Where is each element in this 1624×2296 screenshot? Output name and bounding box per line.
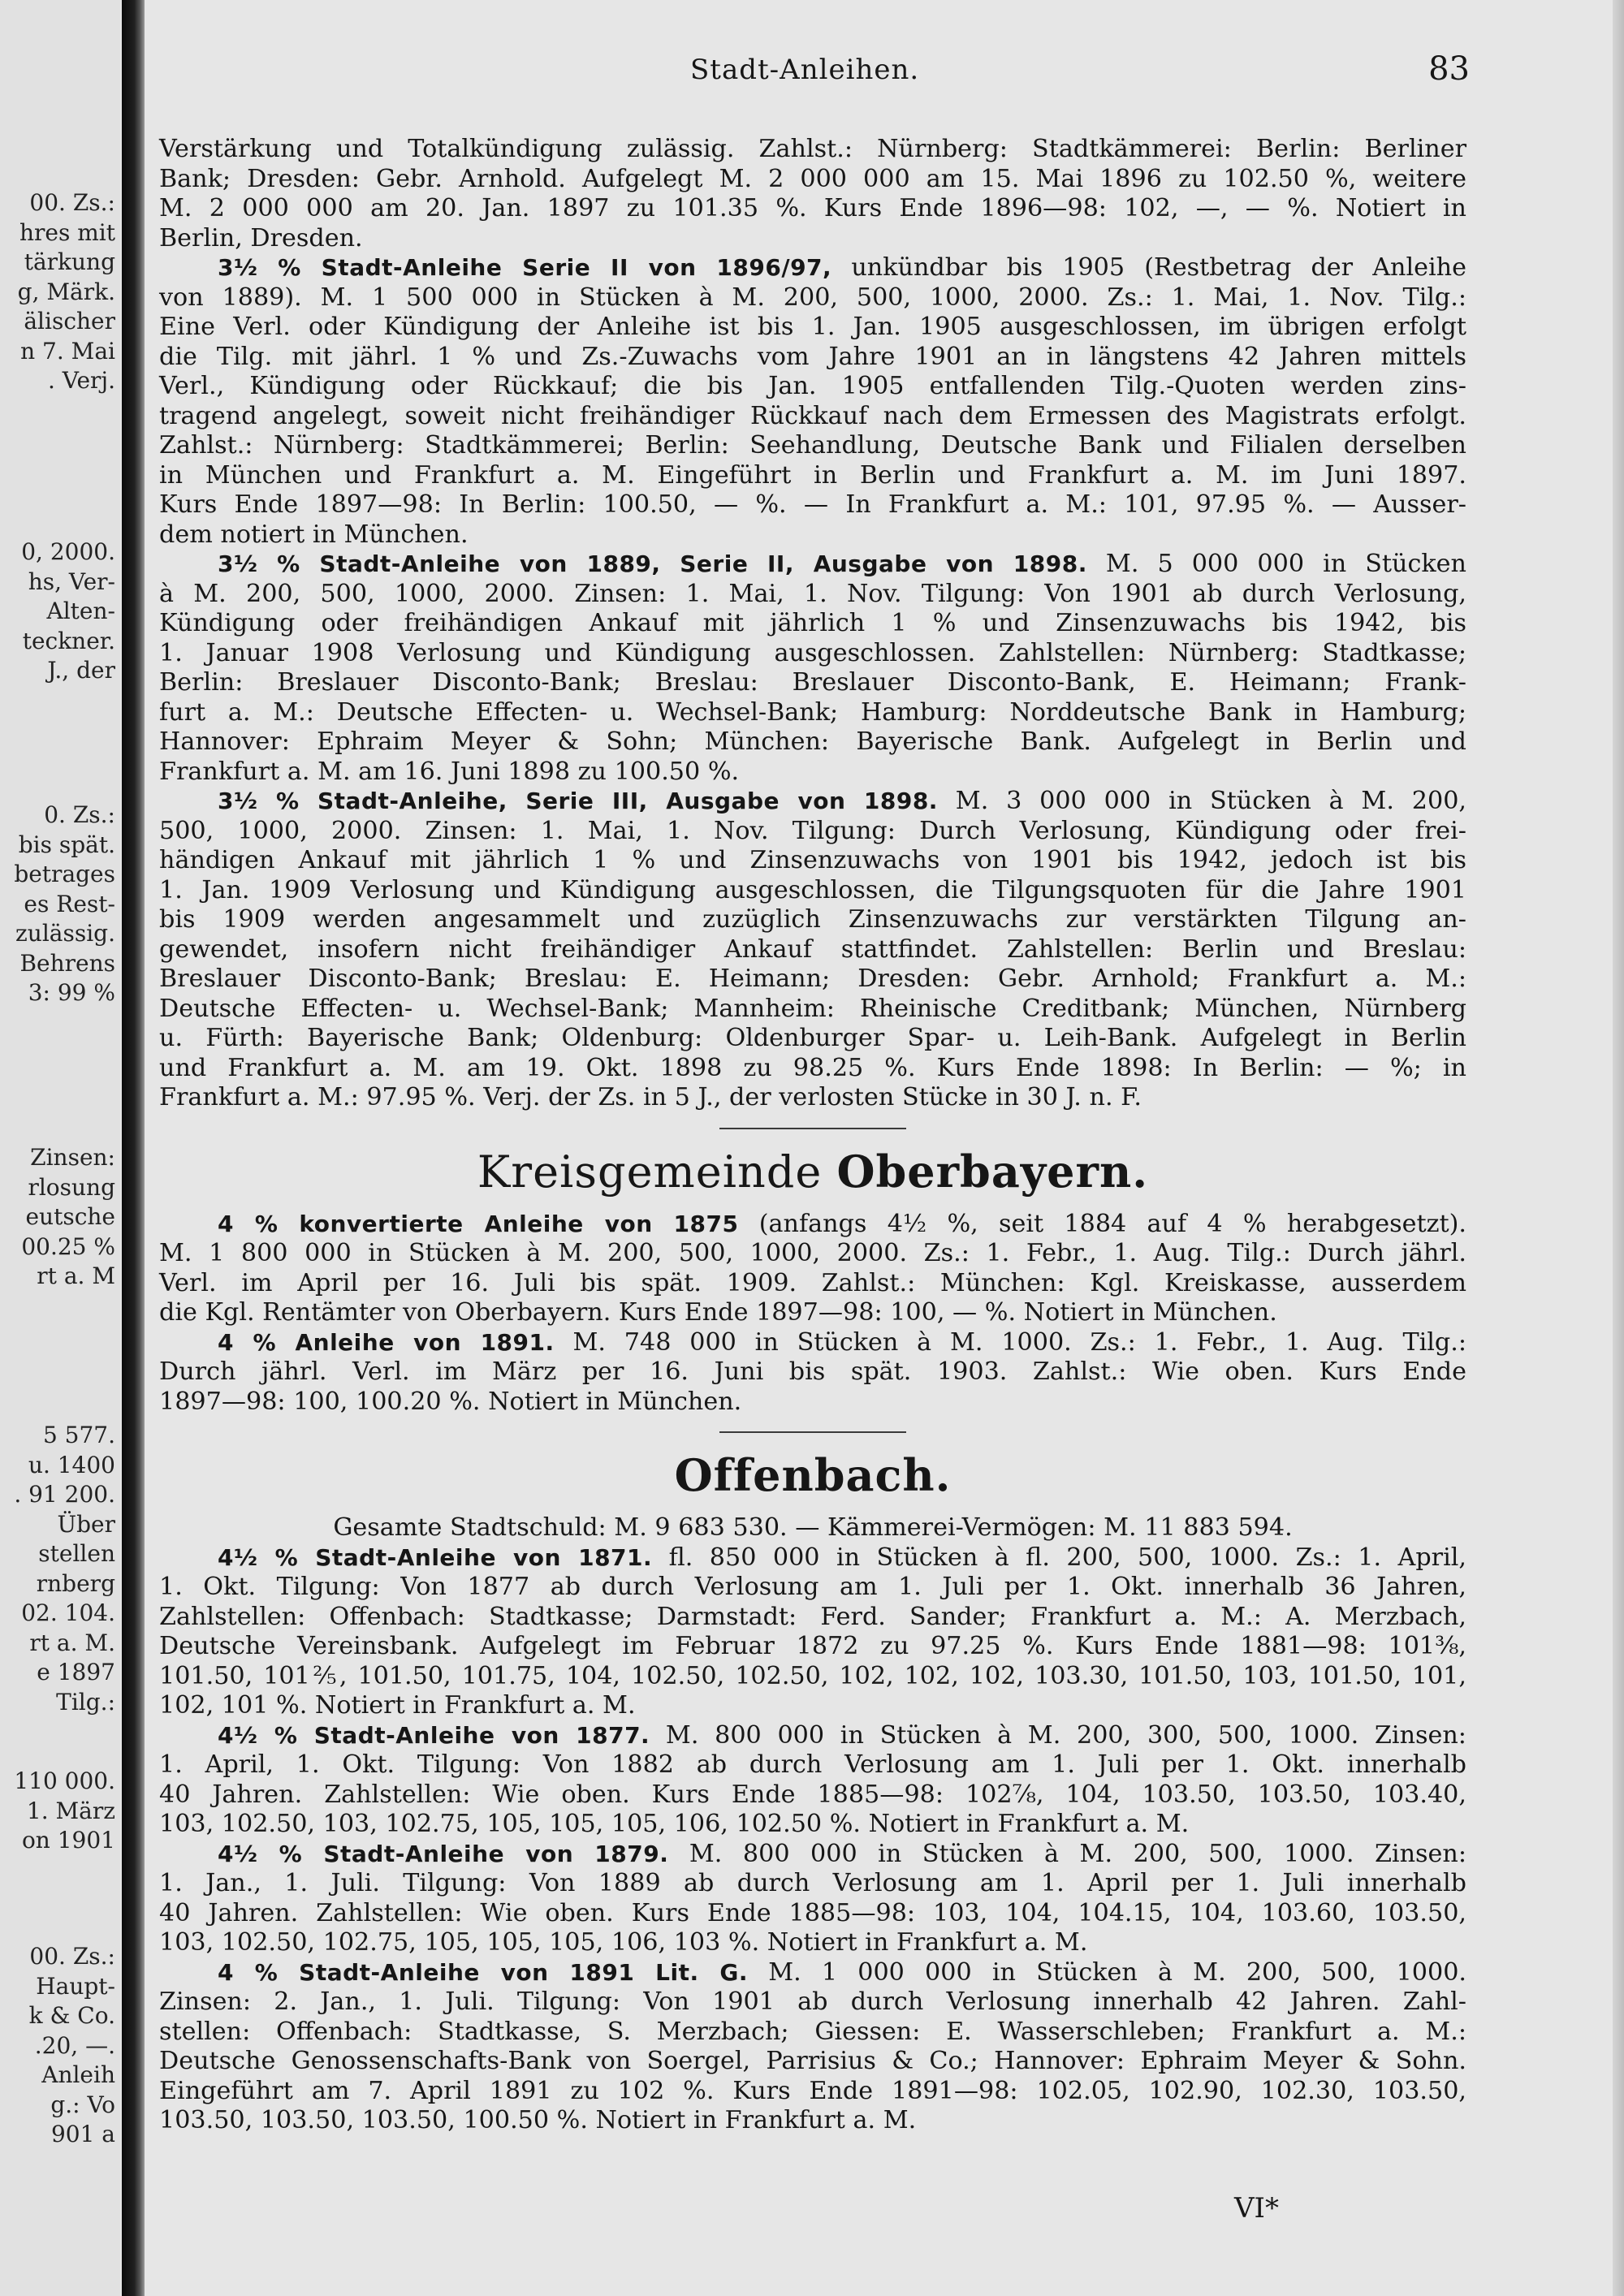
page-number: 83 bbox=[1428, 50, 1470, 88]
text-line: M. 748 000 in Stücken à M. 1000. Zs.: 1. Febr., 1. Aug. Tilg.: bbox=[572, 1327, 1466, 1357]
text-line: stellen: Offenbach: Stadtkasse, S. Merzbach; Giessen: E. Wasserschleben; Frankfurt a. M.: bbox=[159, 2017, 1466, 2046]
text-line: Frankfurt a. M.: 97.95 %. Verj. der Zs. in 5 J., der verlosten Stücke in 30 J. n. F. bbox=[159, 1083, 1142, 1111]
offenbach-loan-1891 bbox=[159, 1958, 1466, 2136]
margin-fragment: hs, Ver- bbox=[28, 568, 115, 595]
margin-fragment: Haupt- bbox=[36, 1972, 115, 2000]
loan-title-line bbox=[159, 253, 1466, 283]
loan-title: 3½ % Stadt-Anleihe Serie II von 1896/97, bbox=[218, 254, 832, 281]
loan-title: 3½ % Stadt-Anleihe von 1889, Serie II, Ausgabe von 1898. bbox=[218, 550, 1087, 577]
margin-fragment: hres mit bbox=[19, 218, 115, 246]
text-line: Verl. im April per 16. Juli bis spät. 1909. Zahlst.: München: Kgl. Kreiskasse, ausserdem bbox=[159, 1268, 1466, 1297]
margin-fragment: 3: 99 % bbox=[28, 979, 115, 1006]
margin-fragment: on 1901 bbox=[21, 1827, 115, 1854]
oberbayern-loan-1875 bbox=[159, 1210, 1466, 1328]
signature-mark: VI* bbox=[1234, 2192, 1279, 2225]
margin-fragment: 5 577. bbox=[42, 1422, 115, 1448]
loan-1898-serie-2 bbox=[159, 550, 1466, 787]
loan-title: 4 % Anleihe von 1891. bbox=[218, 1328, 555, 1356]
text-line: Kündigung oder freihändigen Ankauf mit jährlich 1 % und Zinsenzuwachs bis 1942, bis bbox=[159, 609, 1466, 637]
text-line: die Tilg. mit jährl. 1 % und Zs.-Zuwachs vom Jahre 1901 an in längstens 42 Jahren mittels bbox=[159, 342, 1466, 371]
offenbach-loan-1871 bbox=[159, 1543, 1466, 1721]
loan-title: 4½ % Stadt-Anleihe von 1879. bbox=[218, 1840, 669, 1867]
text-line: M. 2 000 000 am 20. Jan. 1897 zu 101.35 %. Kurs Ende 1896—98: 102, —, — %. Notiert in bbox=[159, 194, 1466, 222]
loan-title-line bbox=[159, 550, 1466, 580]
text-line: von 1889). M. 1 500 000 in Stücken à M. 200, 500, 1000, 2000. Zs.: 1. Mai, 1. Nov. Tilg.: bbox=[159, 283, 1466, 312]
text-line: und Frankfurt a. M. am 19. Okt. 1898 zu 98.25 %. Kurs Ende 1898: In Berlin: — %; in bbox=[159, 1053, 1466, 1082]
text-line: händigen Ankauf mit jährlich 1 % und Zinsenzuwachs von 1901 bis 1942, jedoch ist bis bbox=[159, 846, 1466, 874]
margin-fragment: rlosung bbox=[28, 1173, 115, 1201]
text-line: Durch jährl. Verl. im März per 16. Juni bis spät. 1903. Zahlst.: Wie oben. Kurs Ende bbox=[159, 1357, 1466, 1386]
text-line: Eingeführt am 7. April 1891 zu 102 %. Kurs Ende 1891—98: 102.05, 102.90, 102.30, 103.50, bbox=[159, 2076, 1466, 2105]
margin-fragment: stellen bbox=[38, 1540, 115, 1567]
text-line: M. 3 000 000 in Stücken à M. 200, bbox=[955, 787, 1466, 815]
section-title-heavy: Offenbach. bbox=[674, 1449, 952, 1501]
loan-title: 3½ % Stadt-Anleihe, Serie III, Ausgabe von 1898. bbox=[218, 788, 938, 814]
text-line: Bank; Dresden: Gebr. Arnhold. Aufgelegt M. 2 000 000 am 15. Mai 1896 zu 102.50 %, weitere bbox=[159, 164, 1466, 193]
text-line: 103.50, 103.50, 103.50, 100.50 %. Notiert in Frankfurt a. M. bbox=[159, 2106, 917, 2134]
margin-fragment: 0, 2000. bbox=[21, 538, 115, 565]
text-line: 1. Jan., 1. Juli. Tilgung: Von 1889 ab durch Verlosung am 1. April per 1. Juli innerhalb bbox=[159, 1869, 1466, 1897]
margin-fragment: . 91 200. bbox=[14, 1481, 115, 1508]
text-line: (anfangs 4½ %, seit 1884 auf 4 % herabgesetzt). bbox=[758, 1209, 1466, 1238]
loan-1898-serie-3 bbox=[159, 787, 1466, 1113]
loan-title-line bbox=[159, 1840, 1466, 1870]
text-line: dem notiert in München. bbox=[159, 520, 469, 549]
margin-fragment: rt a. M. bbox=[29, 1629, 115, 1656]
text-line: die Kgl. Rentämter von Oberbayern. Kurs Ende 1897—98: 100, — %. Notiert in München. bbox=[159, 1298, 1277, 1327]
text-line: 103, 102.50, 103, 102.75, 105, 105, 105, 106, 102.50 %. Notiert in Frankfurt a. M. bbox=[159, 1810, 1190, 1838]
main-text bbox=[159, 135, 1466, 2136]
margin-fragment: . Verj. bbox=[48, 367, 115, 394]
margin-fragment: bis spät. bbox=[18, 831, 115, 858]
text-line: tragend angelegt, soweit nicht freihändiger Rückkauf nach dem Ermessen des Magistrats erfolgt. bbox=[159, 401, 1466, 430]
text-line: u. Fürth: Bayerische Bank; Oldenburg: Oldenburger Spar- u. Leih-Bank. Aufgelegt in Berlin bbox=[159, 1024, 1466, 1052]
text-line: 1897—98: 100, 100.20 %. Notiert in München. bbox=[159, 1387, 742, 1416]
offenbach-loan-1877 bbox=[159, 1721, 1466, 1840]
text-line: in München und Frankfurt a. M. Eingeführt in Berlin und Frankfurt a. M. im Juni 1897. bbox=[159, 460, 1466, 490]
text-line: furt a. M.: Deutsche Effecten- u. Wechsel-Bank; Hamburg: Norddeutsche Bank in Hamburg; bbox=[159, 697, 1466, 727]
text-line: Zinsen: 2. Jan., 1. Juli. Tilgung: Von 1901 ab durch Verlosung innerhalb 42 Jahren. Zahl- bbox=[159, 1987, 1466, 2016]
margin-fragment: älischer bbox=[24, 308, 115, 334]
margin-fragment: 1. März bbox=[26, 1797, 115, 1824]
margin-fragment: g.: Vo bbox=[50, 2091, 115, 2118]
margin-fragment: Behrens bbox=[19, 949, 115, 977]
text-line: 1. Jan. 1909 Verlosung und Kündigung ausgeschlossen, die Tilgungsquoten für die Jahre 1901 bbox=[159, 875, 1466, 904]
text-line: Kurs Ende 1897—98: In Berlin: 100.50, — %. — In Frankfurt a. M.: 101, 97.95 %. — Ausser- bbox=[159, 490, 1466, 519]
text-line: M. 1 000 000 in Stücken à M. 200, 500, 1000. bbox=[768, 1957, 1466, 1987]
margin-fragment: eutsche bbox=[25, 1203, 115, 1230]
text-line: M. 800 000 in Stücken à M. 200, 500, 1000. Zinsen: bbox=[689, 1839, 1466, 1868]
section-title-oberbayern bbox=[159, 1146, 1466, 1198]
margin-fragment: 00.25 % bbox=[21, 1232, 115, 1260]
margin-fragment: Alten- bbox=[46, 598, 115, 624]
margin-fragment: Zinsen: bbox=[30, 1144, 115, 1171]
loan-title: 4 % konvertierte Anleihe von 1875 bbox=[218, 1210, 739, 1237]
text-line: 103, 102.50, 102.75, 105, 105, 105, 106, 103 %. Notiert in Frankfurt a. M. bbox=[159, 1928, 1088, 1957]
text-line: 1. April, 1. Okt. Tilgung: Von 1882 ab durch Verlosung am 1. Juli per 1. Okt. innerhalb bbox=[159, 1750, 1466, 1779]
margin-fragment: 00. Zs.: bbox=[29, 189, 115, 216]
loan-title-line bbox=[159, 1328, 1466, 1358]
text-line: Zahlstellen: Offenbach: Stadtkasse; Darmstadt: Ferd. Sander; Frankfurt a. M.: A. Merzbach, bbox=[159, 1602, 1466, 1631]
text-line: à M. 200, 500, 1000, 2000. Zinsen: 1. Mai, 1. Nov. Tilgung: Von 1901 ab durch Verlosung, bbox=[159, 579, 1466, 608]
margin-fragment: e 1897 bbox=[37, 1659, 115, 1685]
book-binding-gutter bbox=[122, 0, 145, 2296]
oberbayern-loan-1891 bbox=[159, 1328, 1466, 1418]
text-line: M. 800 000 in Stücken à M. 200, 300, 500, 1000. Zinsen: bbox=[665, 1720, 1466, 1750]
text-line: 1. Januar 1908 Verlosung und Kündigung ausgeschlossen. Zahlstellen: Nürnberg: Stadtkasse; bbox=[159, 638, 1466, 667]
text-line: Berlin, Dresden. bbox=[159, 223, 363, 252]
running-header: Stadt-Anleihen. bbox=[690, 54, 920, 86]
text-line: 40 Jahren. Zahlstellen: Wie oben. Kurs Ende 1885—98: 103, 104, 104.15, 104, 103.60, 103.50, bbox=[159, 1898, 1466, 1927]
text-line: bis 1909 werden angesammelt und zuzüglich Zinsenzuwachs zur verstärkten Tilgung an- bbox=[159, 905, 1466, 934]
loan-title-line bbox=[159, 1958, 1466, 1988]
text-line: Deutsche Genossenschafts-Bank von Soergel, Parrisius & Co.; Hannover: Ephraim Meyer & Sohn. bbox=[159, 2047, 1466, 2075]
text-line: Verstärkung und Totalkündigung zulässig. Zahlst.: Nürnberg: Stadtkämmerei: Berlin: Berliner bbox=[159, 135, 1466, 163]
offenbach-summary: Gesamte Stadtschuld: M. 9 683 530. — Kämmerei-Vermögen: M. 11 883 594. bbox=[333, 1513, 1293, 1542]
loan-title-line bbox=[159, 787, 1466, 817]
margin-fragment: n 7. Mai bbox=[20, 337, 115, 365]
margin-fragment: rt a. M bbox=[37, 1262, 115, 1289]
margin-fragment: 901 a bbox=[50, 2121, 115, 2147]
margin-fragment: Über bbox=[57, 1510, 115, 1538]
margin-fragment: 02. 104. bbox=[21, 1599, 115, 1626]
margin-fragment: 00. Zs.: bbox=[29, 1943, 115, 1970]
section-title-offenbach bbox=[159, 1449, 1466, 1502]
text-line: Hannover: Ephraim Meyer & Sohn; München: Bayerische Bank. Aufgelegt in Berlin und bbox=[159, 727, 1466, 756]
text-line: M. 1 800 000 in Stücken à M. 200, 500, 1000, 2000. Zs.: 1. Febr., 1. Aug. Tilg.: Durch jährl. bbox=[159, 1239, 1466, 1267]
offenbach-loan-1879 bbox=[159, 1840, 1466, 1958]
loan-title-line bbox=[159, 1721, 1466, 1751]
block-1 bbox=[159, 135, 1466, 253]
text-line: Frankfurt a. M. am 16. Juni 1898 zu 100.50 %. bbox=[159, 757, 740, 786]
page-edge bbox=[1613, 0, 1624, 2296]
text-line: 101.50, 101⅖, 101.50, 101.75, 104, 102.50, 102.50, 102, 102, 102, 103.30, 101.50, 103, 101.50, 101, bbox=[159, 1661, 1466, 1690]
text-line: Deutsche Effecten- u. Wechsel-Bank; Mannheim: Rheinische Creditbank; München, Nürnberg bbox=[159, 994, 1466, 1023]
margin-fragment: g, Märk. bbox=[17, 278, 115, 305]
text-line: 500, 1000, 2000. Zinsen: 1. Mai, 1. Nov. Tilgung: Durch Verlosung, Kündigung oder frei- bbox=[159, 816, 1466, 845]
text-line: Deutsche Vereinsbank. Aufgelegt im Februar 1872 zu 97.25 %. Kurs Ende 1881—98: 101⅜, bbox=[159, 1632, 1466, 1660]
text-line: Berlin: Breslauer Disconto-Bank; Breslau: Breslauer Disconto-Bank, E. Heimann; Frank- bbox=[159, 668, 1466, 697]
section-divider bbox=[719, 1431, 906, 1433]
section-divider bbox=[719, 1128, 906, 1129]
loan-title-line bbox=[159, 1543, 1466, 1573]
text-line: gewendet, insofern nicht freihändiger Ankauf stattfindet. Zahlstellen: Berlin und Breslau: bbox=[159, 934, 1466, 964]
margin-fragment: .20, —. bbox=[34, 2031, 115, 2059]
loan-1896 bbox=[159, 253, 1466, 550]
text-line: unkündbar bis 1905 (Restbetrag der Anleihe bbox=[851, 253, 1466, 282]
loan-title: 4½ % Stadt-Anleihe von 1877. bbox=[218, 1721, 650, 1749]
text-line: Zahlst.: Nürnberg: Stadtkämmerei; Berlin: Seehandlung, Deutsche Bank und Filialen derselben bbox=[159, 431, 1466, 460]
text-line: fl. 850 000 in Stücken à fl. 200, 500, 1000. Zs.: 1. April, bbox=[668, 1543, 1466, 1572]
text-line: Breslauer Disconto-Bank; Breslau: E. Heimann; Dresden: Gebr. Arnhold; Frankfurt a. M.: bbox=[159, 965, 1466, 993]
margin-fragment: J., der bbox=[47, 657, 115, 684]
loan-title: 4½ % Stadt-Anleihe von 1871. bbox=[218, 1543, 653, 1571]
text-line: 40 Jahren. Zahlstellen: Wie oben. Kurs Ende 1885—98: 102⅞, 104, 103.50, 103.50, 103.40, bbox=[159, 1780, 1466, 1809]
margin-fragment: es Rest- bbox=[24, 890, 115, 917]
section-title-heavy: Oberbayern. bbox=[836, 1145, 1149, 1198]
loan-title-line bbox=[159, 1210, 1466, 1240]
margin-fragment: k & Co. bbox=[28, 2002, 115, 2029]
margin-fragment: betrages bbox=[14, 861, 115, 887]
margin-fragment: zulässig. bbox=[15, 920, 115, 947]
facing-page-margin bbox=[0, 0, 120, 2296]
text-line: 102, 101 %. Notiert in Frankfurt a. M. bbox=[159, 1691, 636, 1720]
text-line: Verl., Kündigung oder Rückkauf; die bis Jan. 1905 entfallenden Tilg.-Quoten werden zins- bbox=[159, 372, 1466, 400]
text-line: 1. Okt. Tilgung: Von 1877 ab durch Verlosung am 1. Juli per 1. Okt. innerhalb 36 Jahren, bbox=[159, 1573, 1466, 1601]
margin-fragment: tärkung bbox=[24, 248, 115, 275]
loan-title: 4 % Stadt-Anleihe von 1891 Lit. G. bbox=[218, 1958, 749, 1986]
margin-fragment: u. 1400 bbox=[28, 1451, 115, 1478]
margin-fragment: teckner. bbox=[22, 627, 115, 654]
margin-fragment: 0. Zs.: bbox=[44, 801, 115, 828]
section-title-light: Kreisgemeinde bbox=[477, 1146, 823, 1198]
margin-fragment: Anleih bbox=[41, 2061, 115, 2088]
margin-fragment: rnberg bbox=[36, 1569, 115, 1597]
text-line: M. 5 000 000 in Stücken bbox=[1105, 550, 1466, 578]
margin-fragment: 110 000. bbox=[14, 1767, 115, 1794]
text-line: Eine Verl. oder Kündigung der Anleihe ist bis 1. Jan. 1905 ausgeschlossen, im übrigen erfolgt bbox=[159, 313, 1466, 341]
margin-fragment: Tilg.: bbox=[56, 1688, 115, 1716]
